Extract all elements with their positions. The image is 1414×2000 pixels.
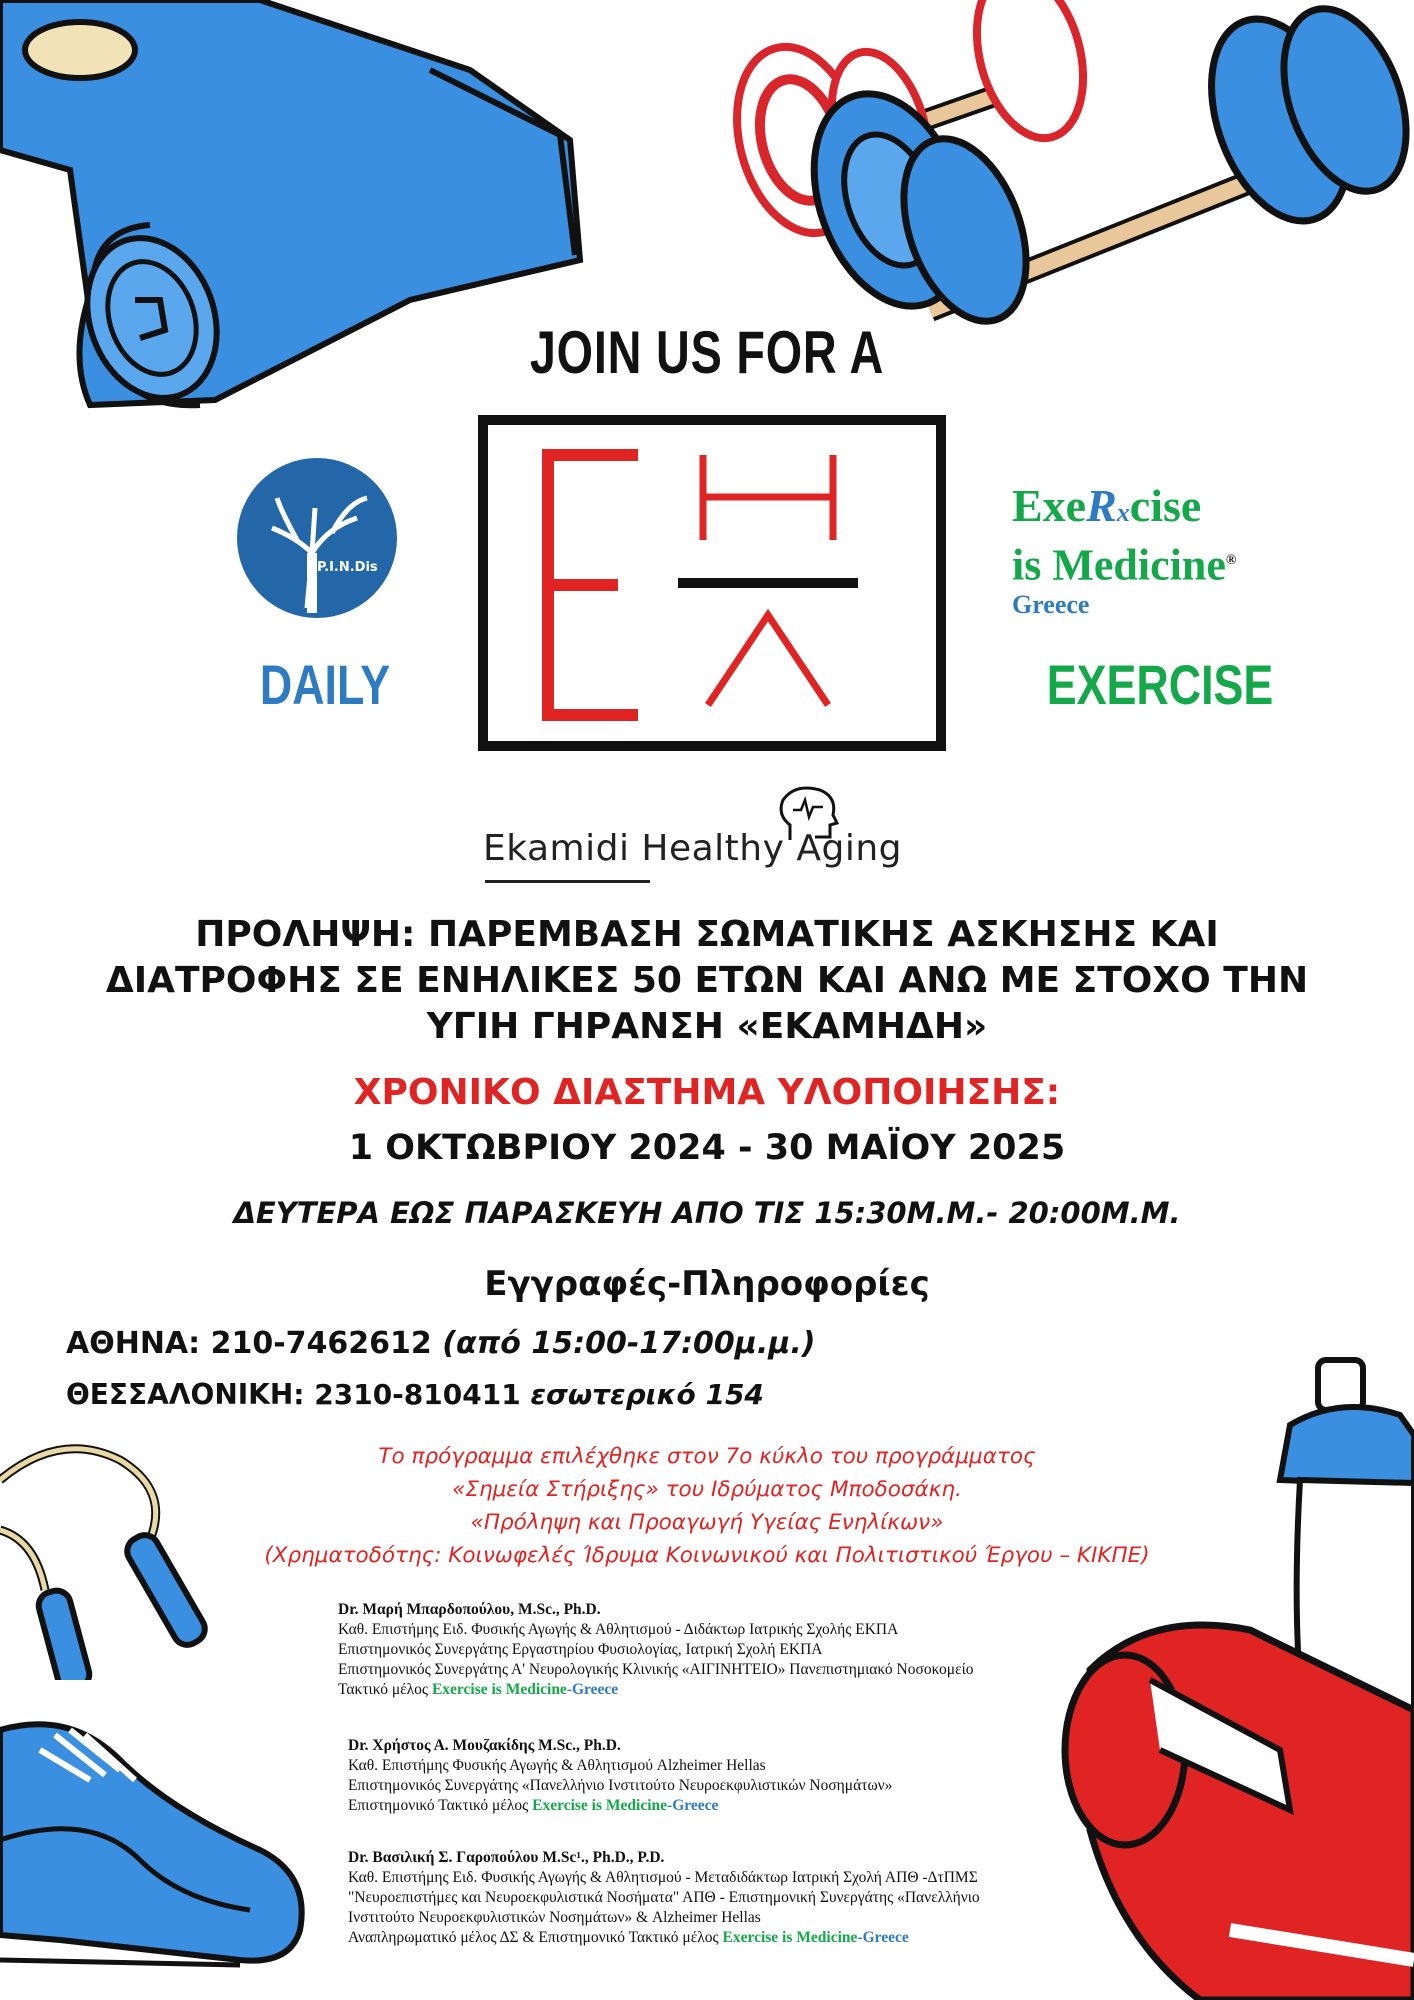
title-line-3: ΥΓΙΗ ΓΗΡΑΝΣΗ «ΕΚΑΜΗΔΗ» [426,1006,988,1047]
contact-thessaloniki [66,1378,764,1411]
signature-line: Επιστημονικός Συνεργάτης Α' Νευρολογικής Κλινικής «ΑΙΓΙΝΗΤΕΙΟ» Πανεπιστημιακό Νοσοκομείο [338,1661,974,1678]
gym-bag-illustration [1030,1600,1414,2000]
eim-registered: ® [1225,553,1237,568]
eim-line3: Greece [1012,589,1090,619]
signature-line: Επιστημονικός Συνεργάτης «Πανελλήνιο Ινστιτούτο Νευροεκφυλιστικών Νοσημάτων» [348,1777,893,1794]
daily-label: DAILY [259,653,391,716]
tree-icon [237,458,397,618]
period-label: ΧΡΟΝΙΚΟ ΔΙΑΣΤΗΜΑ ΥΛΟΠΟΙΗΣΗΣ: [353,1072,1061,1113]
signature-line: Ινστιτούτο Νευροεκφυλιστικών Νοσημάτων» & Alzheimer Hellas [348,1909,761,1926]
exercise-label: EXERCISE [1046,653,1274,716]
schedule-hours: ΔΕΥΤΕΡΑ ΕΩΣ ΠΑΡΑΣΚΕΥΗ ΑΠΟ ΤΙΣ 15:30Μ.Μ.- 20:00Μ.Μ. [233,1196,1181,1230]
athens-phone: ΑΘΗΝΑ: 210-7462612 [66,1326,432,1361]
period-dates: 1 ΟΚΤΩΒΡΙΟΥ 2024 - 30 ΜΑΪΟΥ 2025 [348,1128,1066,1168]
registration-title: Εγγραφές-Πληροφορίες [484,1264,930,1304]
title-line-2: ΔΙΑΤΡΟΦΗΣ ΣΕ ΕΝΗΛΙΚΕΣ 50 ΕΤΩΝ ΚΑΙ ΑΝΩ ΜΕ ΣΤΟΧΟ ΤΗΝ [105,960,1309,1001]
program-line-1: Το πρόγραμμα επιλέχθηκε στον 7ο κύκλο του προγράμματος [378,1444,1036,1469]
sneakers-illustration [0,1690,320,2000]
program-line-2: «Σημεία Στήριξης» του Ιδρύματος Μποδοσάκη. [452,1477,962,1502]
thessaloniki-phone: ΘΕΣΣΑΛΟΝΙΚΗ: 2310-810411 [66,1378,521,1411]
signature-membership: Αναπληρωματικό μέλος ΔΣ & Επιστημονικό Τακτικό μέλος Exercise is Medicine-Greece [348,1929,909,1946]
signature-membership: Τακτικό μέλος Exercise is Medicine-Greece [338,1681,619,1698]
title-line-1: ΠΡΟΛΗΨΗ: ΠΑΡΕΜΒΑΣΗ ΣΩΜΑΤΙΚΗΣ ΑΣΚΗΣΗΣ ΚΑΙ [195,914,1219,955]
project-title [60,912,1354,1050]
ekamidi-emblem [478,415,946,751]
signature-block-1 [338,1600,974,1700]
eim-rx: Rx [1086,480,1130,531]
signature-line: Καθ. Επιστήμης Ειδ. Φυσικής Αγωγής & Αθλητισμού - Μεταδιδάκτωρ Ιατρική Σχολή ΑΠΘ -ΔτΠΜΣ [348,1869,978,1886]
program-note [180,1440,1234,1572]
signature-line: Επιστημονικός Συνεργάτης Εργαστηρίου Φυσιολογίας, Ιατρική Σχολή ΕΚΠΑ [338,1641,823,1658]
signature-line: Καθ. Επιστήμης Φυσικής Αγωγής & Αθλητισμού Alzheimer Hellas [348,1757,766,1774]
eim-logo [1012,482,1236,620]
signature-line: "Νευροεπιστήμες και Νευροεκφυλιστικά Νοσήματα" ΑΠΘ - Επιστημονική Συνεργάτης «Πανελλήνιο [348,1889,980,1906]
eim-word-a: Exe [1012,480,1087,531]
eim-word-b: cise [1129,480,1202,531]
program-line-4: (Χρηματοδότης: Κοινωφελές Ίδρυμα Κοινωνικού και Πολιτιστικού Έργου – ΚΙΚΠΕ) [264,1543,1150,1568]
signature-block-3 [348,1848,980,1948]
join-heading: JOIN US FOR A [529,319,885,386]
ekamidi-letters-icon [488,425,936,741]
athens-hours: (από 15:00-17:00μ.μ.) [442,1326,816,1361]
eim-line2: is Medicine [1012,540,1226,590]
contact-athens [66,1326,815,1361]
ekamidi-wordmark: Ekamidi Healthy Aging [483,828,902,869]
pindis-label: P.I.N.Dis [317,560,378,575]
signature-name: Dr. Χρήστος Α. Μουζακίδης M.Sc., Ph.D. [348,1737,621,1754]
pindis-logo [237,458,397,618]
signature-line: Καθ. Επιστήμης Ειδ. Φυσικής Αγωγής & Αθλητισμού - Διδάκτωρ Ιατρικής Σχολής ΕΚΠΑ [338,1621,899,1638]
ekamidi-underline [485,880,650,883]
thessaloniki-extension: εσωτερικό 154 [530,1378,764,1411]
signature-membership: Επιστημονικό Τακτικό μέλος Exercise is Medicine-Greece [348,1797,719,1814]
signature-block-2 [348,1736,892,1816]
signature-name: Dr. Μαρή Μπαρδοπούλου, M.Sc., Ph.D. [338,1601,601,1618]
program-line-3: «Πρόληψη και Προαγωγή Υγείας Ενηλίκων» [470,1510,944,1535]
signature-name: Dr. Βασιλική Σ. Γαροπούλου M.Sc¹., Ph.D., P.D. [348,1849,665,1866]
